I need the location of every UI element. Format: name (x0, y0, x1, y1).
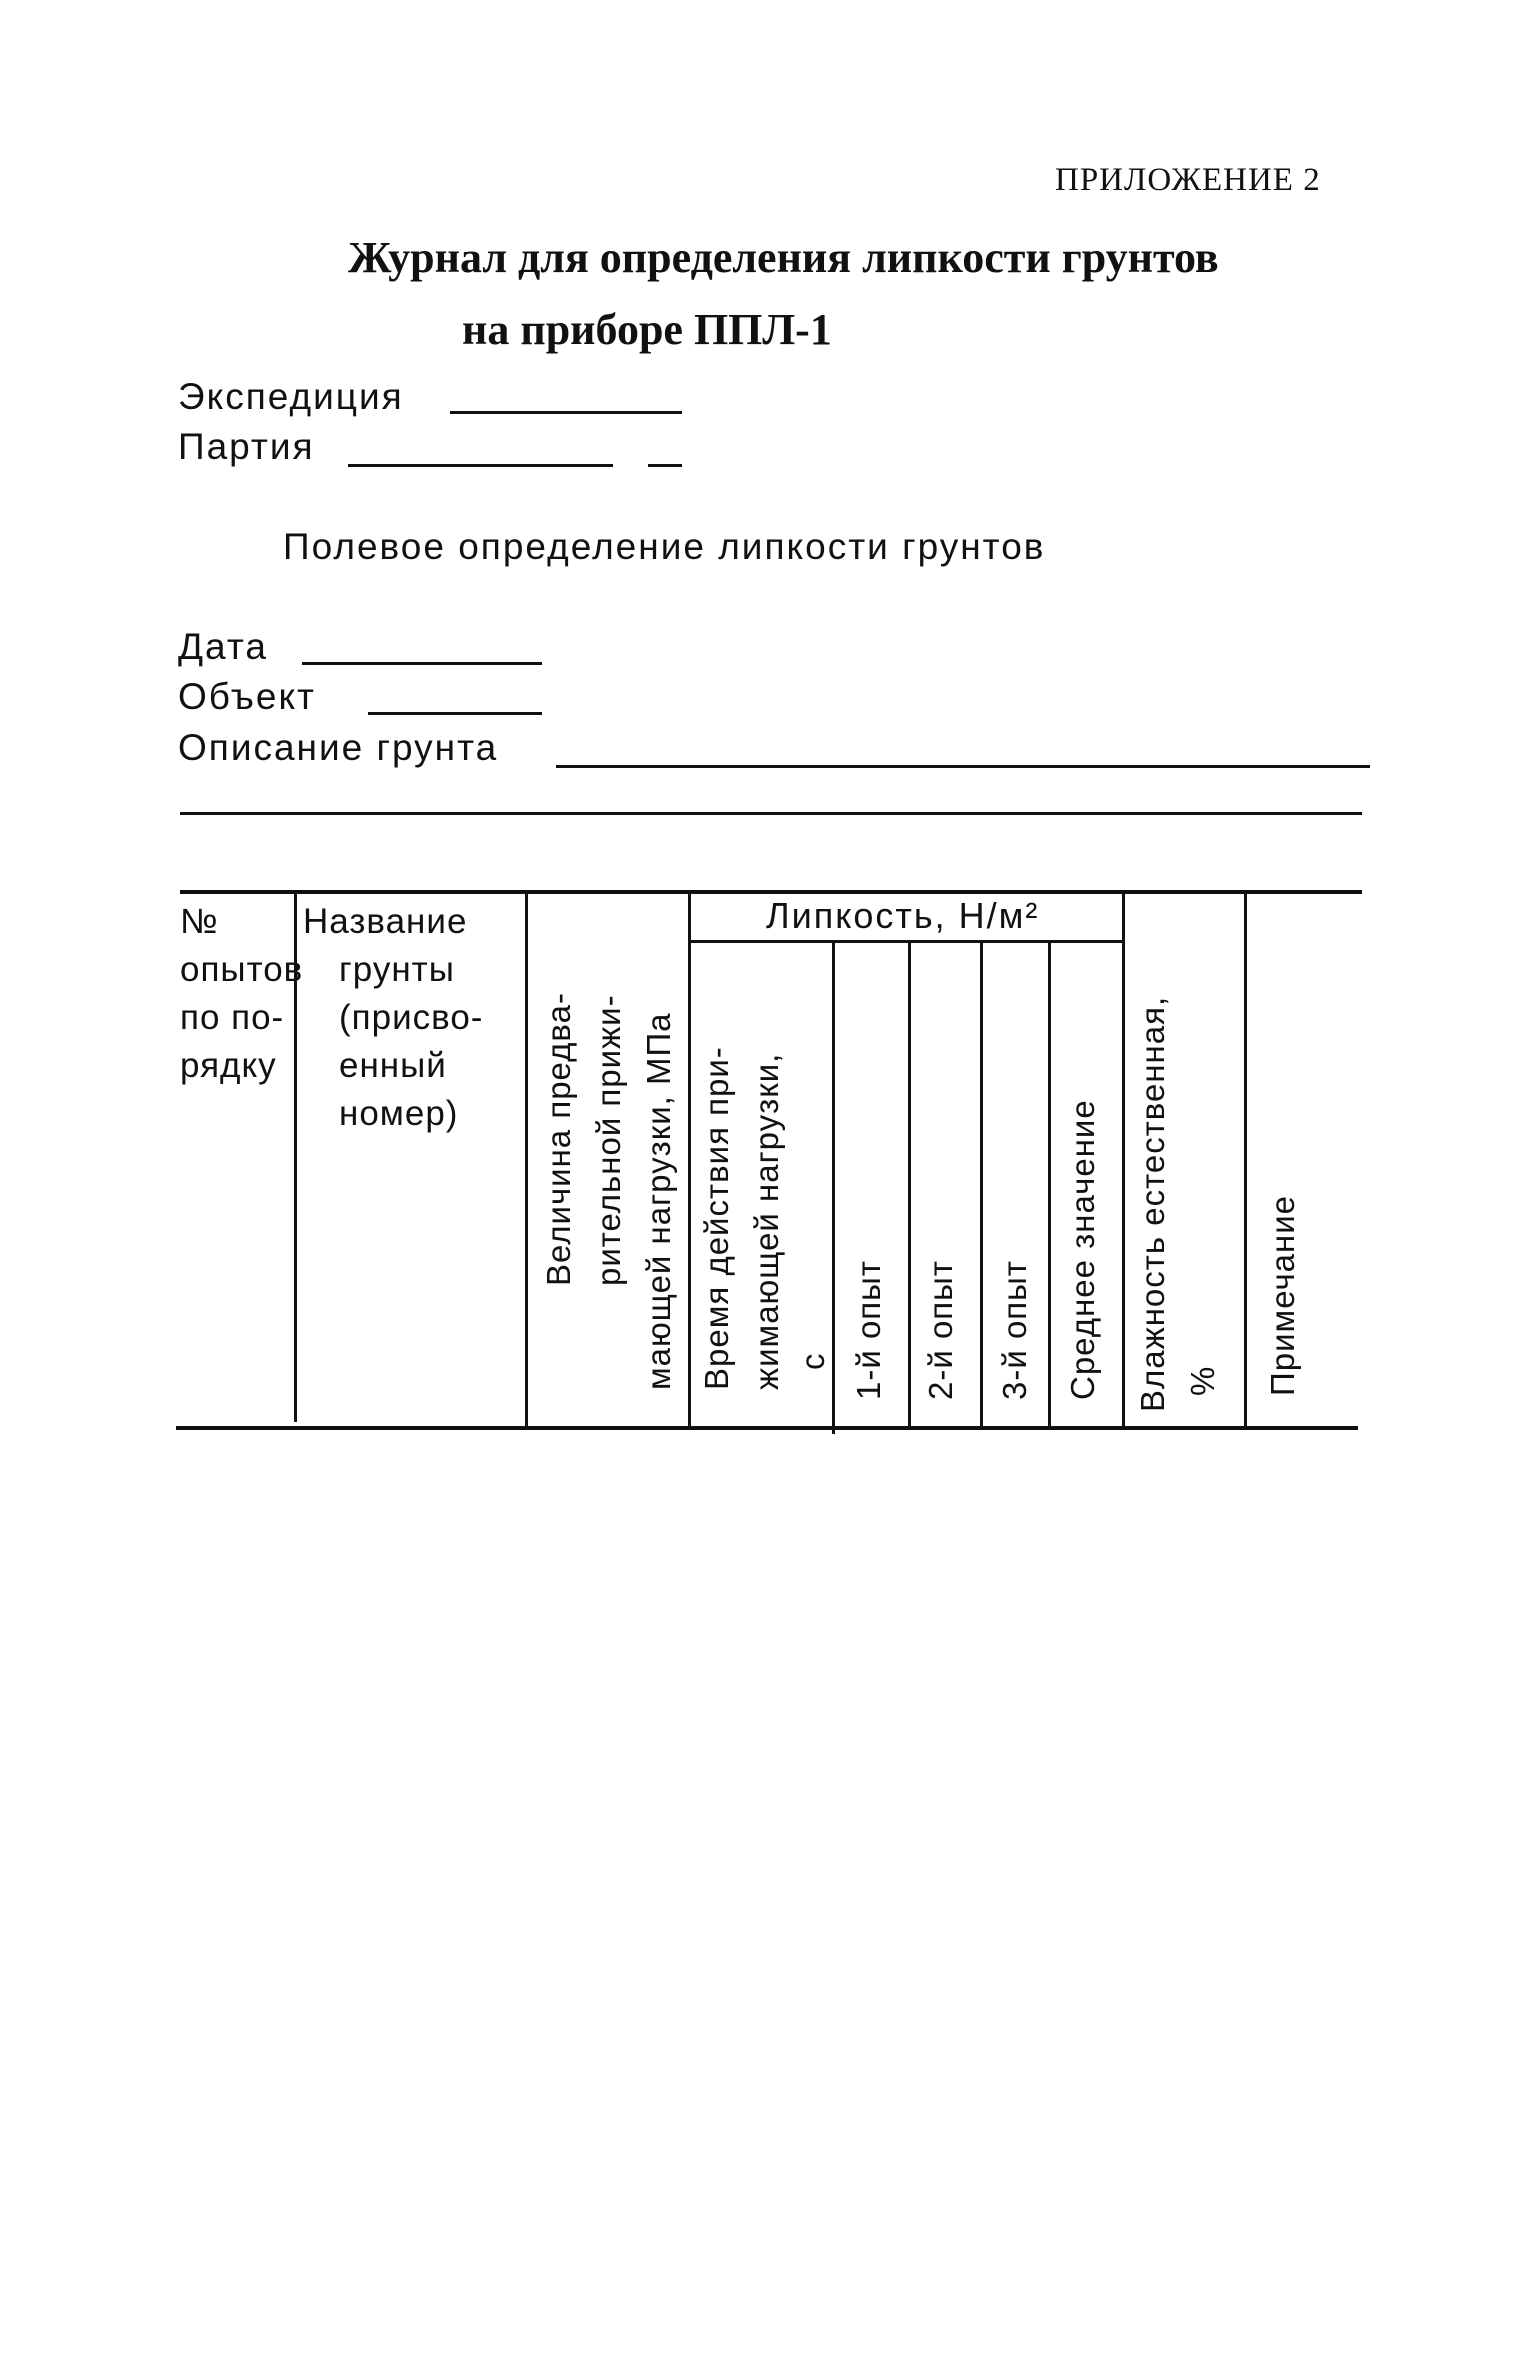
col-soil-name-line2: грунты (339, 950, 455, 989)
soil-description-field[interactable] (556, 765, 1370, 768)
party-field-tail (648, 464, 682, 467)
col-divider-8 (1122, 892, 1125, 1426)
date-field[interactable] (302, 662, 542, 665)
soil-description-field-line2[interactable] (180, 812, 1362, 815)
object-field[interactable] (368, 712, 542, 715)
col-duration-line2: жимающей нагрузки, (748, 1052, 785, 1390)
col-soil-name-line4: енный (339, 1046, 447, 1085)
stickiness-header: Липкость, Н/м² (766, 895, 1040, 936)
col-number-line1: № (180, 902, 219, 941)
col-moisture-line1: Влажность естественная, (1134, 995, 1171, 1412)
stickiness-subheader-line (688, 940, 1122, 943)
col-duration-line3: с (794, 1352, 831, 1370)
col-divider-6 (980, 942, 983, 1426)
col-soil-name-line3: (присво- (339, 998, 484, 1037)
col-soil-name-header (303, 898, 523, 1138)
col-trial1-header: 1-й опыт (850, 1260, 887, 1400)
col-soil-name-line5: номер) (339, 1094, 459, 1133)
col-number-header (180, 898, 304, 1090)
table-bottom-border (176, 1426, 1358, 1430)
col-notes-header: Примечание (1264, 1194, 1301, 1396)
object-label: Объект (178, 676, 316, 717)
col-divider-7 (1048, 942, 1051, 1426)
col-preload-line3: мающей нагрузки, МПа (640, 1012, 677, 1390)
col-preload-line1: Величина предва- (540, 992, 577, 1286)
col-moisture-line2: % (1184, 1365, 1221, 1396)
col-duration-line1: Время действия при- (698, 1046, 735, 1390)
col-average-header: Среднее значение (1064, 1099, 1101, 1400)
date-label: Дата (178, 626, 268, 667)
col-trial3-header: 3-й опыт (996, 1260, 1033, 1400)
col-divider-9 (1244, 892, 1247, 1426)
col-preload-line2: рительной прижи- (590, 994, 627, 1286)
journal-title-line2: на приборе ППЛ-1 (462, 305, 832, 354)
col-number-line4: рядку (180, 1046, 277, 1085)
col-divider-5 (908, 942, 911, 1426)
expedition-label: Экспедиция (178, 376, 404, 417)
journal-title: Журнал для определения липкости грунтов (348, 233, 1219, 282)
col-number-line2: опытов (180, 950, 304, 989)
col-divider-3 (688, 892, 691, 1426)
col-trial2-header: 2-й опыт (922, 1260, 959, 1400)
col-soil-name-line1: Название (303, 902, 468, 941)
field-determination-subtitle: Полевое определение липкости грунтов (283, 526, 1046, 567)
party-field[interactable] (348, 464, 613, 467)
soil-description-label: Описание грунта (178, 727, 499, 768)
appendix-label: ПРИЛОЖЕНИЕ 2 (1055, 162, 1321, 198)
col-divider-2 (525, 892, 528, 1426)
expedition-field[interactable] (450, 411, 682, 414)
party-label: Партия (178, 426, 315, 467)
table-top-border (180, 890, 1362, 894)
col-number-line3: по по- (180, 998, 285, 1037)
